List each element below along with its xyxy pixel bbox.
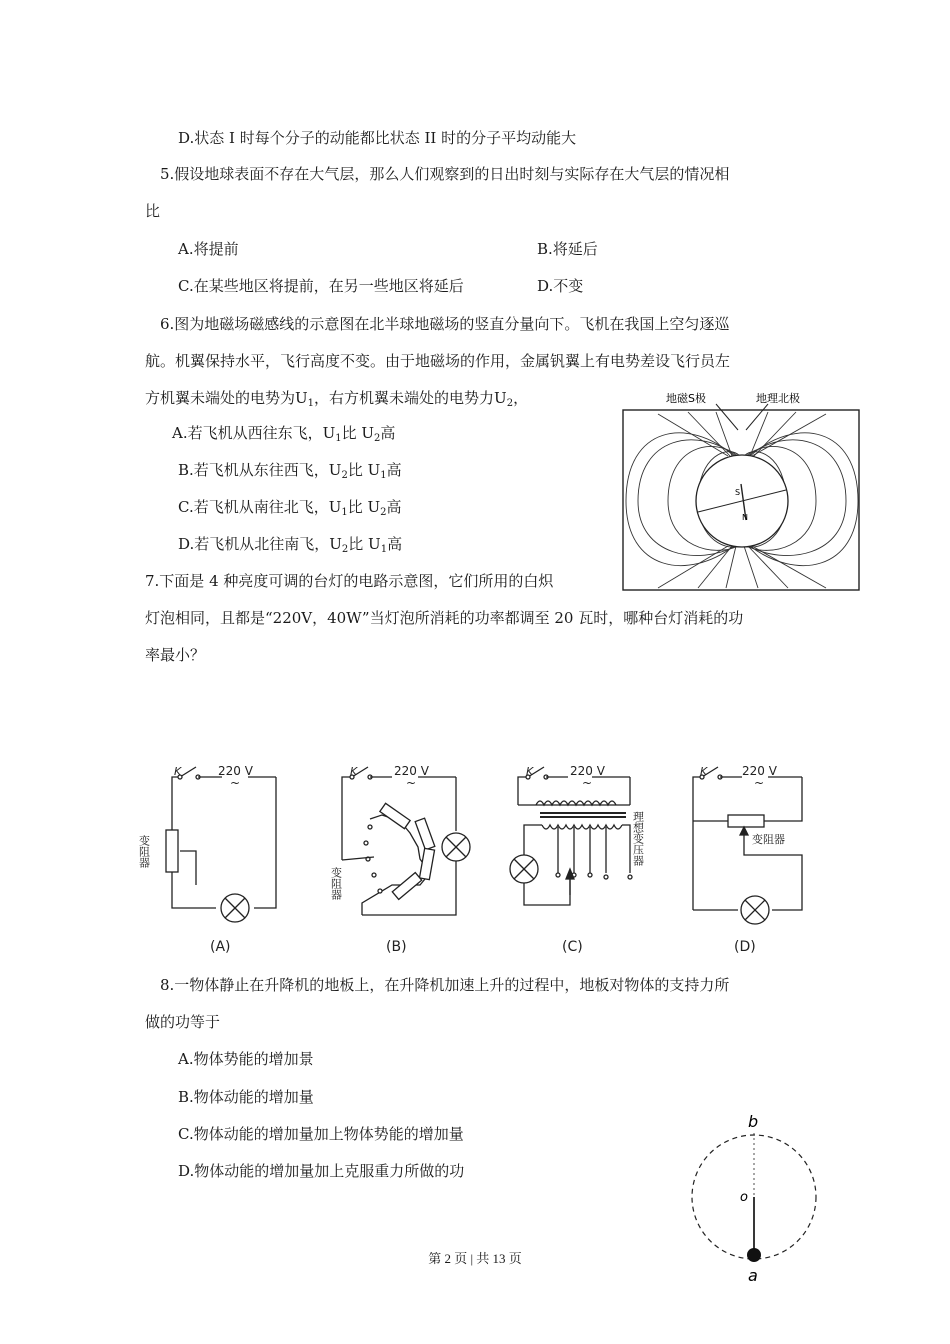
q5-stem-line1: 5.假设地球表面不存在大气层，那么人们观察到的日出时刻与实际存在大气层的情况相 xyxy=(160,165,730,183)
q8-option-b: B.物体动能的增加量 xyxy=(178,1088,314,1106)
rheostat-label-b: 变阻器 xyxy=(329,867,343,900)
q7-stem-line1: 7.下面是 4 种亮度可调的台灯的电路示意图，它们所用的白炽 xyxy=(145,572,554,590)
q5-option-d: D.不变 xyxy=(537,277,584,295)
circuit-c xyxy=(510,767,632,905)
switch-label-c: K xyxy=(526,765,534,778)
q5-option-c: C.在某些地区将提前，在另一些地区将延后 xyxy=(178,277,464,295)
q7-stem-line3: 率最小？ xyxy=(145,646,206,664)
ac-c: ~ xyxy=(582,776,593,790)
circuit-a xyxy=(166,767,276,922)
q6-option-c: C.若飞机从南往北飞，$U_1$比 $U_2$高 xyxy=(178,498,402,518)
ac-d: ~ xyxy=(754,776,765,790)
q8-option-a: A.物体势能的增加景 xyxy=(178,1050,314,1068)
label-geomagnetic-s-pole: 地磁S极 xyxy=(666,392,706,405)
q4-option-d: D.状态 I 时每个分子的动能都比状态 II 时的分子平均动能大 xyxy=(178,129,577,147)
ac-b: ~ xyxy=(406,776,417,790)
label-a: (A) xyxy=(210,939,231,955)
label-s: S xyxy=(735,488,741,497)
label-n: N xyxy=(742,513,748,522)
q7-stem-line2: 灯泡相同，且都是“220V，40W”当灯泡所消耗的功率都调至 20 瓦时，哪种台灯消耗的功 xyxy=(145,609,744,627)
label-d: (D) xyxy=(734,939,756,955)
rheostat-label-d: 变阻器 xyxy=(752,833,785,846)
ac-a: ~ xyxy=(230,776,241,790)
label-b: b xyxy=(748,1112,759,1131)
q5-stem-line2: 比 xyxy=(145,202,161,220)
q6-option-d: D.若飞机从北往南飞，$U_2$比 $U_1$高 xyxy=(178,535,403,555)
rheostat-label-a: 变阻器 xyxy=(137,835,151,868)
q6-option-a: A.若飞机从西往东飞，$U_1$比 $U_2$高 xyxy=(172,424,396,444)
q5-option-b: B.将延后 xyxy=(537,240,598,258)
voltage-d: 220 V xyxy=(742,764,777,778)
q6-stem-line3: 方机翼未端处的电势为$U_1$，右方机翼未端处的电势力$U_2$， xyxy=(145,389,529,409)
q5-option-a: A.将提前 xyxy=(178,240,239,258)
voltage-a: 220 V xyxy=(218,764,253,778)
circuit-d xyxy=(693,767,802,924)
q6-option-b: B.若飞机从东往西飞，$U_2$比 $U_1$高 xyxy=(178,461,402,481)
geomagnetic-field-figure xyxy=(618,386,866,594)
q8-stem-line1: 8.一物体静止在升降机的地板上，在升降机加速上升的过程中，地板对物体的支持力所 xyxy=(160,976,730,994)
q6-stem-line1: 6.图为地磁场磁感线的示意图在北半球地磁场的竖直分量向下。飞机在我国上空匀逐巡 xyxy=(160,315,730,333)
q6-stem-line2: 航。机翼保持水平，飞行高度不变。由于地磁场的作用，金属钒翼上有电势差设飞行员左 xyxy=(145,352,731,370)
transformer-label: 理想变压器 xyxy=(631,811,645,866)
switch-label-a: K xyxy=(174,765,182,778)
switch-label-d: K xyxy=(700,765,708,778)
voltage-b: 220 V xyxy=(394,764,429,778)
label-geographic-north-pole: 地理北极 xyxy=(756,392,800,405)
label-o: o xyxy=(740,1190,748,1205)
q8-option-c: C.物体动能的增加量加上物体势能的增加量 xyxy=(178,1125,464,1143)
q8-stem-line2: 做的功等于 xyxy=(145,1013,221,1031)
label-c: (C) xyxy=(562,939,583,955)
switch-label-b: K xyxy=(350,765,358,778)
lamp-circuits-figure xyxy=(130,755,820,960)
q8-option-d: D.物体动能的增加量加上克服重力所做的功 xyxy=(178,1162,465,1180)
page-footer: 第 2 页 | 共 13 页 xyxy=(428,1251,522,1266)
label-b: (B) xyxy=(386,939,407,955)
voltage-c: 220 V xyxy=(570,764,605,778)
label-a: a xyxy=(748,1266,758,1285)
